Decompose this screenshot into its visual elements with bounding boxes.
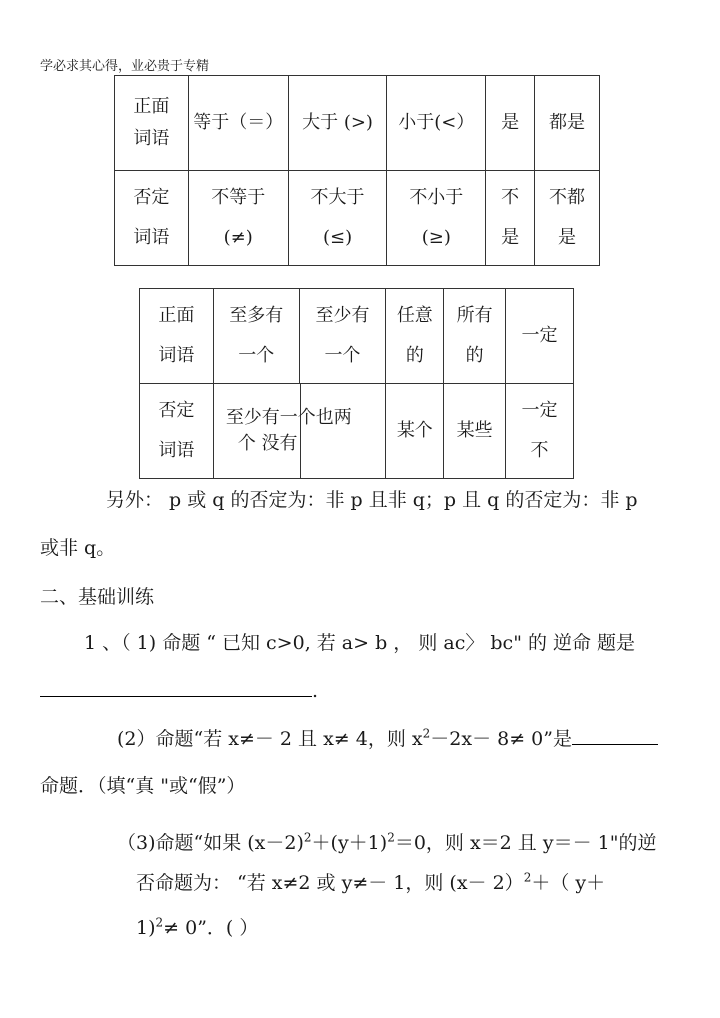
table-cell: 任意 的 (386, 289, 444, 384)
row-head-cell: 否定 词语 (140, 384, 214, 479)
table-cell: 至多有 一个 (213, 289, 299, 384)
table-cell: 至少有 一个 (299, 289, 386, 384)
table-positive-negative-words (114, 75, 600, 266)
table-cell: 所有 的 (444, 289, 506, 384)
note-line-1: 另外： p 或 q 的否定为：非 p 且非 q；p 且 q 的否定为：非 p (106, 489, 638, 511)
question-3-line-1: （3)命题“如果 $(x-2)^2+(y+1)^2=0$，则 x＝2 且 y＝－ 1"的逆 (117, 830, 657, 854)
table-cell: 不 是 (486, 171, 535, 266)
table-row (115, 171, 600, 266)
table-cell: 都是 (535, 76, 600, 171)
merged-cell: 至少有一个也两 个 没有 (213, 384, 386, 479)
table-cell: 小于(<） (387, 76, 486, 171)
table-cell: 等于（＝） (188, 76, 288, 171)
table-cell: 不大于 (≤) (288, 171, 387, 266)
table-row (140, 289, 574, 384)
question-3-line-3: 1)$^2$≠ 0”．( ） (136, 915, 259, 939)
question-3-line-2: 否命题为： “若 x≠2 或 y≠－ 1，则 (x－ 2）$^2$＋（ y＋ (136, 870, 606, 894)
answer-blank[interactable] (40, 678, 312, 697)
note-line-2: 或非 q。 (40, 537, 116, 559)
row-head-cell: 正面 词语 (140, 289, 214, 384)
question-1-answer-line: . (40, 678, 318, 702)
table-cell: 一定 (506, 289, 574, 384)
question-2-text: (2）命题“若 x≠－ 2 且 x≠ 4，则 $x^2-2x- 8\ne 0$”是 (117, 724, 658, 751)
table-cell: 某些 (444, 384, 506, 479)
table-cell: 不都 是 (535, 171, 600, 266)
answer-blank[interactable] (572, 726, 658, 745)
table-cell: 是 (486, 76, 535, 171)
table-cell: 不等于 (≠) (188, 171, 288, 266)
table-row (140, 384, 574, 479)
row-head-cell: 正面 词语 (115, 76, 189, 171)
section-title: 二、基础训练 (40, 586, 155, 608)
table-cell: 不小于 (≥) (387, 171, 486, 266)
table-cell: 一定 不 (506, 384, 574, 479)
table-cell: 某个 (386, 384, 444, 479)
question-2-line-2: 命题．（填“真 "或“假”） (40, 775, 246, 797)
table-row (115, 76, 600, 171)
table-quantifier-words (139, 288, 574, 479)
row-head-cell: 否定 词语 (115, 171, 189, 266)
page-header: 学必求其心得，业必贵于专精 (40, 59, 210, 74)
table-cell: 大于 (>) (288, 76, 387, 171)
question-1-text: 1 、（ 1) 命题 “ 已知 c>0, 若 a> b ， 则 ac〉 bc" 的 逆命 题是 (84, 632, 636, 654)
